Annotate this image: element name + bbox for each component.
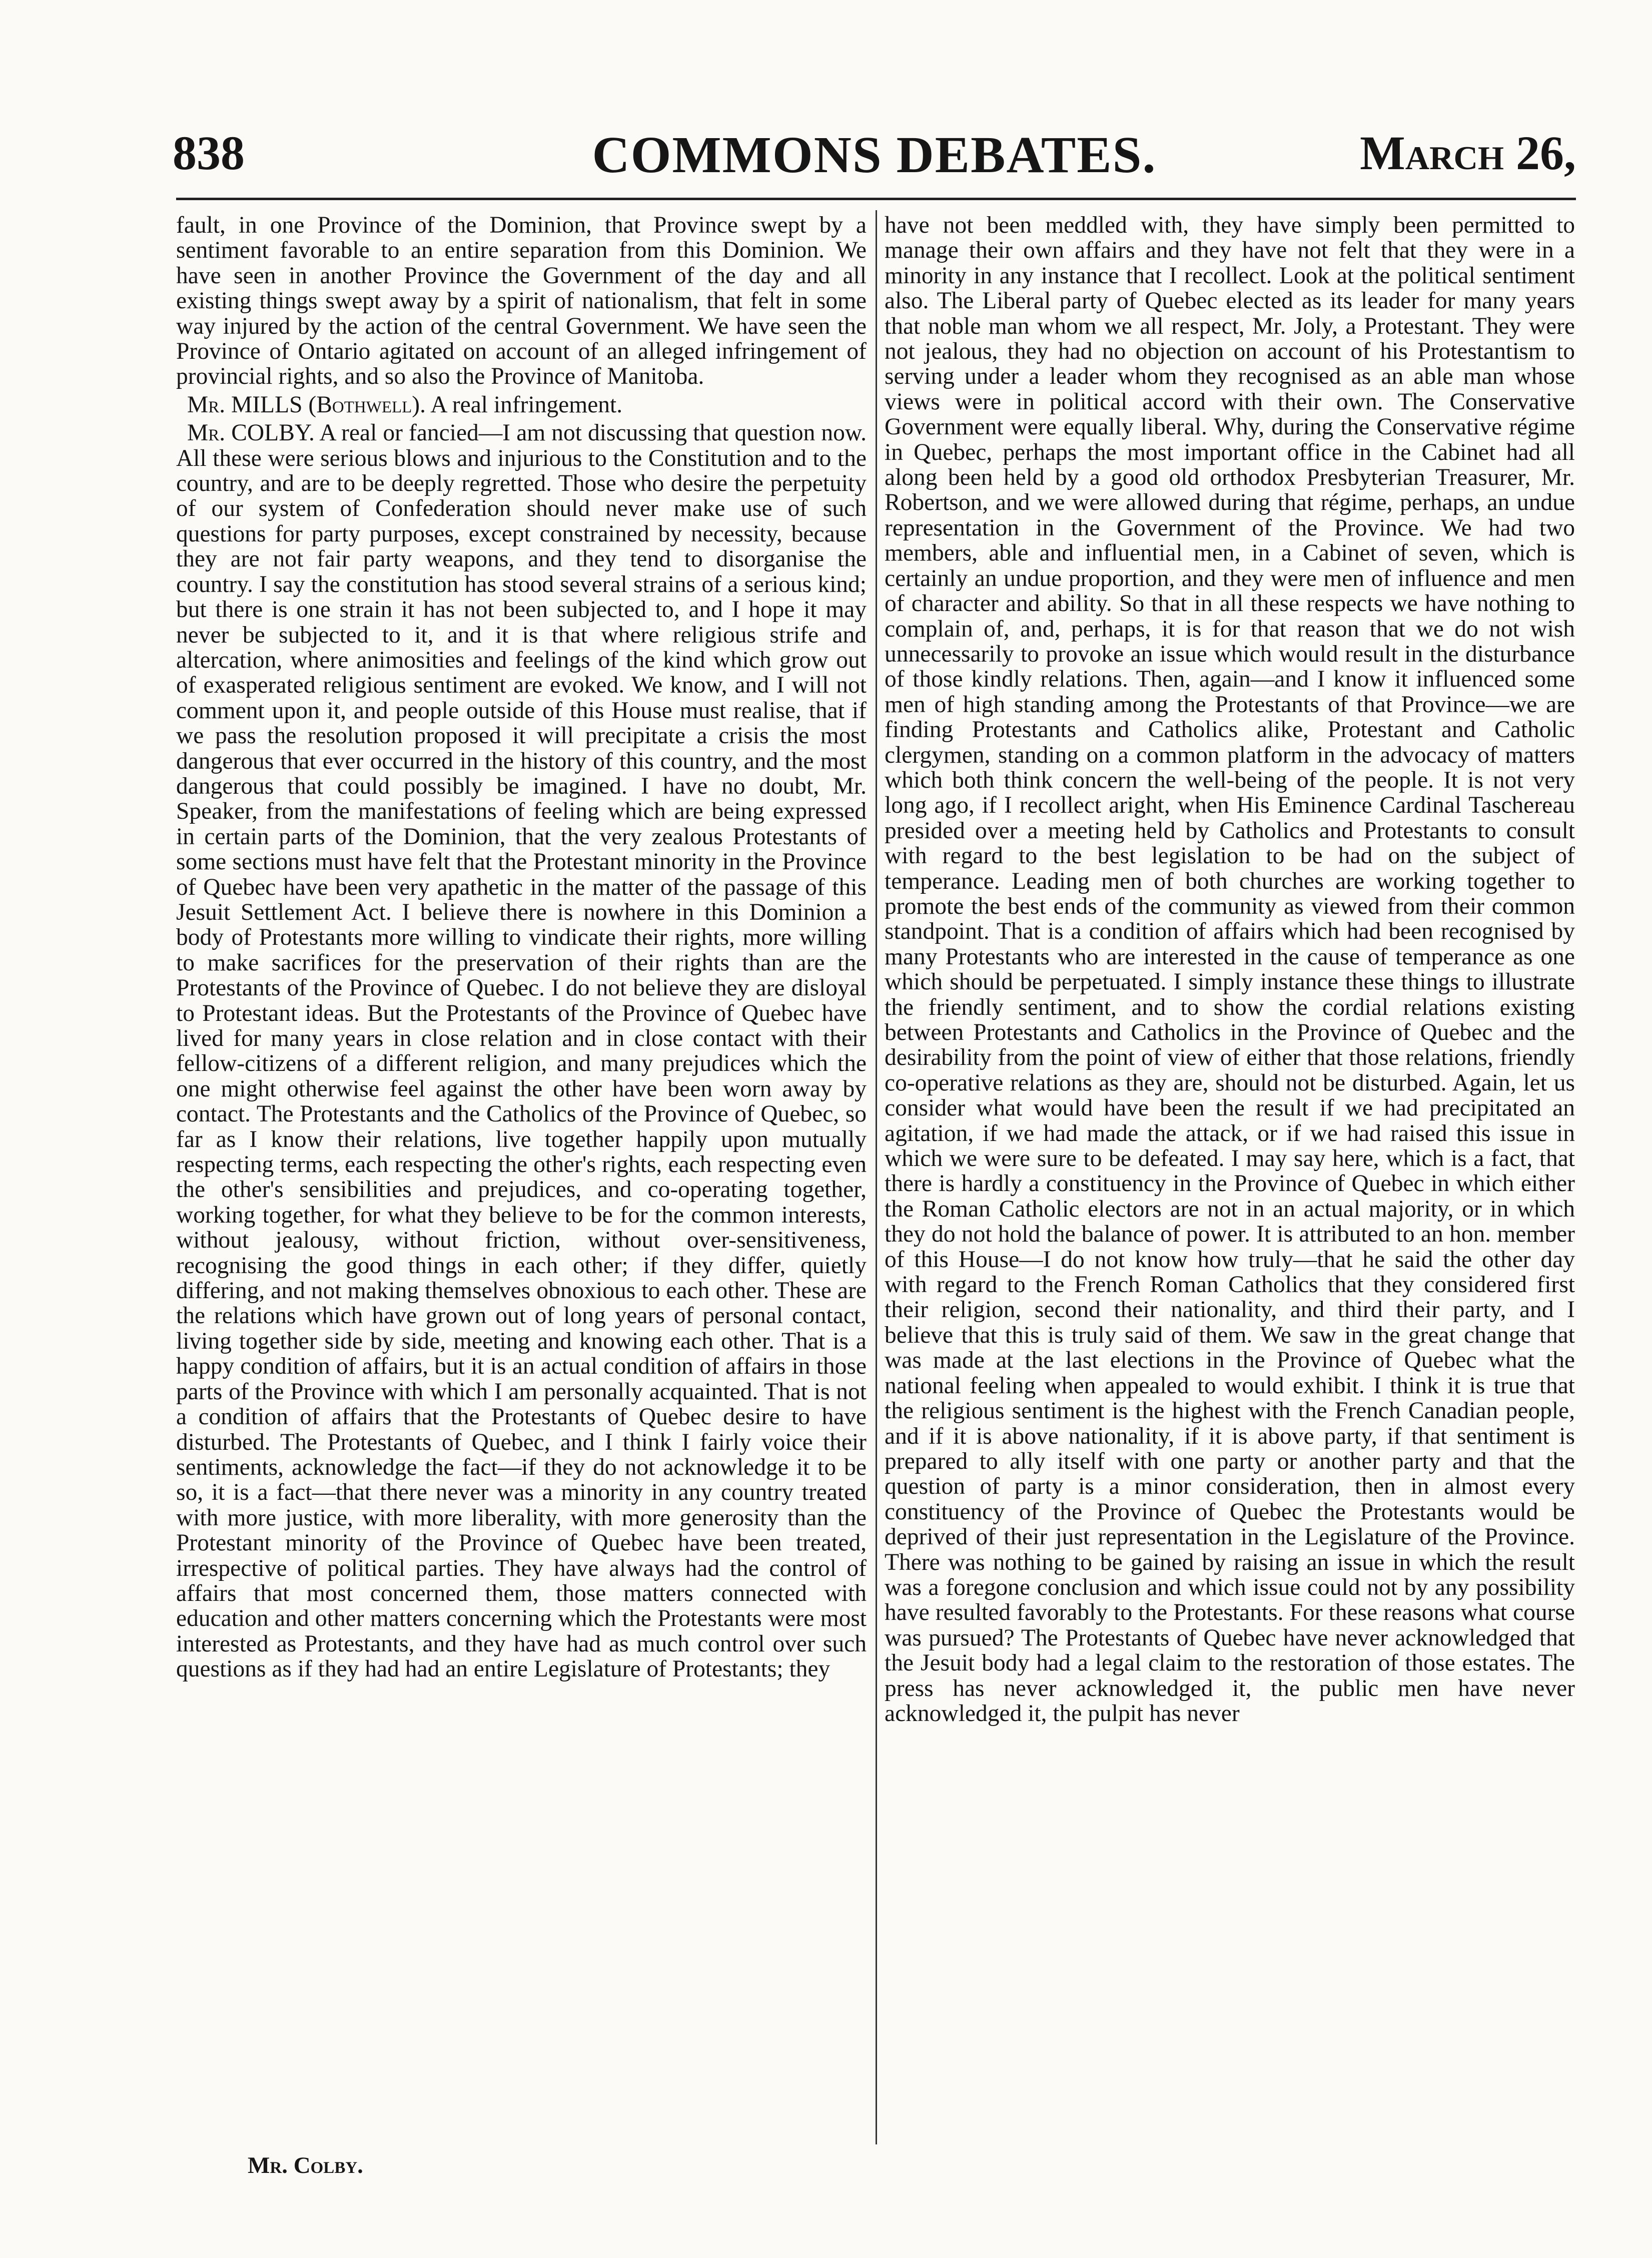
speaker-name: Mr. COLBY. [187,420,315,446]
column-divider [876,210,877,2144]
right-column [885,213,1575,2144]
header-rule [176,198,1576,200]
right-paragraph-1: have not been meddled with, they have simply been permitted to manage their own affairs and they have not felt that they were in a minority in any instance that I recollect. Look at the political sentiment also. The Liberal party of Quebec elected as its leader for many years that noble man whom we all respect, Mr. Joly, a Protestant. They were not jealous, they had no objection on account of his Protestantism to serving under a leader whom they recognised as an able man whose views were in political accord with their own. The Conservative Government were equally liberal. Why, during the Conservative régime in Quebec, perhaps the most important office in the Cabinet had all along been held by a good old orthodox Presbyterian Treasurer, Mr. Robertson, and we were allowed during that régime, perhaps, an undue representation in the Government of the Province. We had two members, able and influential men, in a Cabinet of seven, which is certainly an undue proportion, and they were men of influence and men of character and ability. So that in all these respects we have nothing to complain of, and, perhaps, it is for that reason that we do not wish unnecessarily to provoke an issue which would result in the disturbance of those kindly relations. Then, again—and I know it influenced some men of high standing among the Protestants of that Province—we are finding Protestants and Catholics alike, Protestant and Catholic clergymen, standing on a common platform in the advocacy of matters which both think concern the well-being of the people. It is not very long ago, if I recollect aright, when His Eminence Cardinal Taschereau presided over a meeting held by Catholics and Protestants to consult with regard to the best legislation to be had on the subject of temperance. Leading men of both churches are working together to promote the best ends of the community as viewed from their common standpoint. That is a condition of affairs which had been recognised by many Protestants who are interested in the cause of temperance as one which should be perpetuated. I simply instance these things to illustrate the friendly sentiment, and to show the cordial relations existing between Protestants and Catholics in the Province of Quebec and the desirability from the point of view of either that those relations, friendly co-operative relations as they are, should not be disturbed. Again, let us consider what would have been the result if we had precipitated an agitation, if we had made the attack, or if we had raised this issue in which we were sure to be defeated. I may say here, which is a fact, that there is hardly a constituency in the Province of Quebec in which either the Roman Catholic electors are not in an actual majority, or in which they do not hold the balance of power. It is attributed to an hon. member of this House—I do not know how truly—that he said the other day with regard to the French Roman Catholics that they considered first their religion, second their nationality, and third their party, and I believe that this is truly said of them. We saw in the great change that was made at the last elections in the Province of Quebec what the national feeling when appealed to would exhibit. I think it is true that the religious sentiment is the highest with the French Canadian people, and if it is above nationality, if it is above party, if that sentiment is prepared to ally itself with one party or another party and that the question of party is a minor consideration, then in almost every constituency of the Province of Quebec the Protestants would be deprived of their just representation in the Legislature of the Province. There was nothing to be gained by raising an issue in which the result was a foregone conclusion and which issue could not by any possibility have resulted favorably to the Protestants. For these reasons what course was pursued? The Protestants of Quebec have never acknowledged that the Jesuit body had a legal claim to the restoration of those estates. The press has never acknowledged it, the public men have never acknowledged it, the pulpit has never [885,213,1575,1727]
left-paragraph-3 [176,420,867,1681]
left-paragraph-2 [176,392,867,417]
page-title: COMMONS DEBATES. [592,126,1157,184]
page-header [173,125,1576,185]
footer-catchword: Mr. Colby. [248,2152,363,2178]
page-number: 838 [173,126,245,180]
header-date: March 26, [1360,126,1576,180]
left-column [176,213,867,2144]
left-paragraph-1: fault, in one Province of the Dominion, that Province swept by a sentiment favorable to an entire separation from this Dominion. We have seen in another Province the Government of the day and all existing things swept away by a spirit of nationalism, that felt in some way injured by the action of the central Government. We have seen the Province of Ontario agitated on account of an alleged infringement of provincial rights, and so also the Province of Manitoba. [176,213,867,390]
speech-text: A real infringement. [426,391,623,418]
speaker-name: Mr. MILLS (Bothwell). [187,391,426,418]
speech-text: A real or fancied—I am not discussing that question now. All these were serious blows and injurious to the Constitution and to the country, and are to be deeply regretted. Those who desire the perpetuity of our system of Confederation should never make use of such questions for party purposes, except constrained by necessity, because they are not fair party weapons, and they tend to disorganise the country. I say the constitution has stood several strains of a serious kind; but there is one strain it has not been subjected to, and I hope it may never be subjected to it, and it is that where religious strife and altercation, where animosities and feelings of the kind which grow out of exasperated religious sentiment are evoked. We know, and I will not comment upon it, and people outside of this House must realise, that if we pass the resolution proposed it will precipitate a crisis the most dangerous that ever occurred in the history of this country, and the most dangerous that could possibly be imagined. I have no doubt, Mr. Speaker, from the manifestations of feeling which are being expressed in certain parts of the Dominion, that the very zealous Protestants of some sections must have felt that the Protestant minority in the Province of Quebec have been very apathetic in the matter of the passage of this Jesuit Settlement Act. I believe there is nowhere in this Dominion a body of Protestants more willing to vindicate their rights, more willing to make sacrifices for the preservation of their rights than are the Protestants of the Province of Quebec. I do not believe they are disloyal to Protestant ideas. But the Protestants of the Province of Quebec have lived for many years in close relation and in close contact with their fellow-citizens of a different religion, and many prejudices which the one might otherwise feel against the other have been worn away by contact. The Protestants and the Catholics of the Province of Quebec, so far as I know their relations, live together happily upon mutually respecting terms, each respecting the other's rights, each respecting even the other's sensibilities and prejudices, and co-operating together, working together, for what they believe to be for the common interests, without jealousy, without friction, without over-sensitiveness, recognising the good things in each other; if they differ, quietly differing, and not making themselves obnoxious to each other. These are the relations which have grown out of long years of personal contact, living together side by side, meeting and knowing each other. That is a happy condition of affairs, but it is an actual condition of affairs in those parts of the Province with which I am personally acquainted. That is not a condition of affairs that the Protestants of Quebec desire to have disturbed. The Protestants of Quebec, and I think I fairly voice their sentiments, acknowledge the fact—if they do not acknowledge it to be so, it is a fact—that there never was a minority in any country treated with more justice, with more liberality, with more generosity than the Protestant minority of the Province of Quebec have been treated, irrespective of political parties. They have always had the control of affairs that most concerned them, those matters connected with education and other matters concerning which the Protestants were most interested as Protestants, and they have had as much control over such questions as if they had had an entire Legislature of Protestants; they [176,420,867,1682]
